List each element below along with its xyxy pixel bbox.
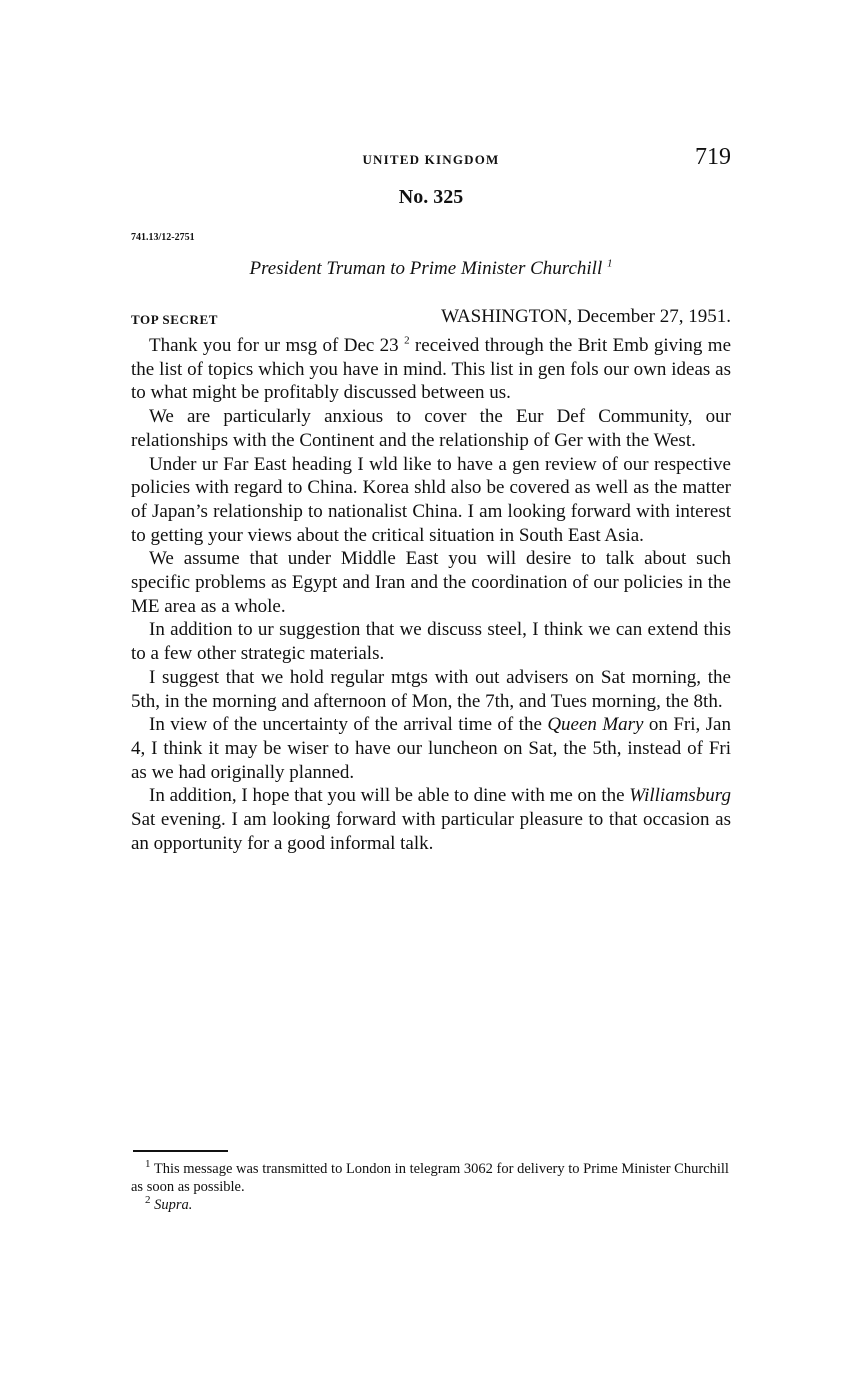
document-title-text: President Truman to Prime Minister Churchill [249,258,603,279]
place: WASHINGTON [441,306,568,327]
paragraph-8-text-cont: Sat evening. I am looking forward with particular pleasure to that occasion as an opportunity for a good informal talk. [131,809,731,854]
paragraph-1-text-cont: received through the Brit Emb giving me the list of topics which you have in mind. This list in gen fols our own ideas as to what might be profitably discussed between us. [131,335,732,404]
paragraph-7 [131,713,731,784]
letter-body [131,334,731,855]
document-page [131,0,731,1380]
page-number: 719 [695,144,731,170]
place-date [441,306,731,328]
footnote-divider [133,1150,228,1152]
document-number: No. 325 [398,186,464,208]
classification-label: TOP SECRET [131,312,219,327]
paragraph-5: In addition to ur suggestion that we discuss steel, I think we can extend this to a few other strategic materials. [131,619,731,665]
document-title [131,258,731,280]
paragraph-6: I suggest that we hold regular mtgs with out advisers on Sat morning, the 5th, in the morning and afternoon of Mon, the 7th, and Tues morning, the 8th. [131,666,731,712]
paragraph-4: We assume that under Middle East you will desire to talk about such specific problems as Egypt and Iran and the coordination of our policies in the ME area as a whole. [131,548,731,617]
paragraph-8 [131,784,731,855]
paragraph-7-text-cont: on Fri, Jan 4, I think it may be wiser to have our luncheon on Sat, the 5th, instead of Fri as we had originally planned. [131,714,731,783]
footnote-2-marker: 2 [145,1194,151,1207]
paragraph-3: Under ur Far East heading I wld like to have a gen review of our respective policies with regard to China. Korea shld also be covered as well as the matter of Japan’s relationship to nationalist China. I am looking forward with interest to getting your views about the critical situation in South East Asia. [131,453,731,546]
footnote-1 [131,1160,731,1196]
footnote-2-text: Supra. [150,1197,193,1213]
date: , December 27, 1951. [567,306,731,327]
paragraph-2: We are particularly anxious to cover the Eur Def Community, our relationships with the Continent and the relationship of Ger with the West. [131,406,731,451]
footnotes [131,1160,731,1214]
paragraph-7-text: In view of the uncertainty of the arrival time of the [149,714,548,736]
footnote-2 [131,1196,731,1214]
file-number: 741.13/12-2751 [131,232,195,243]
paragraph-1 [131,334,731,405]
footnote-1-marker: 1 [145,1158,151,1171]
footnote-ref-1: 1 [606,257,613,270]
paragraph-1-text: Thank you for ur msg of Dec 23 [149,335,399,356]
footnote-1-text: This message was transmitted to London in telegram 3062 for delivery to Prime Minister Churchill as soon as possible. [131,1161,729,1195]
paragraph-8-text: In addition, I hope that you will be able to dine with me on the [149,785,630,807]
running-header [131,144,731,174]
ship-name-queen-mary: Queen Mary [547,714,644,736]
footnote-ref-2: 2 [404,334,410,347]
running-title: UNITED KINGDOM [362,152,500,167]
dateline [131,306,731,332]
ship-name-williamsburg: Williamsburg [629,785,731,807]
